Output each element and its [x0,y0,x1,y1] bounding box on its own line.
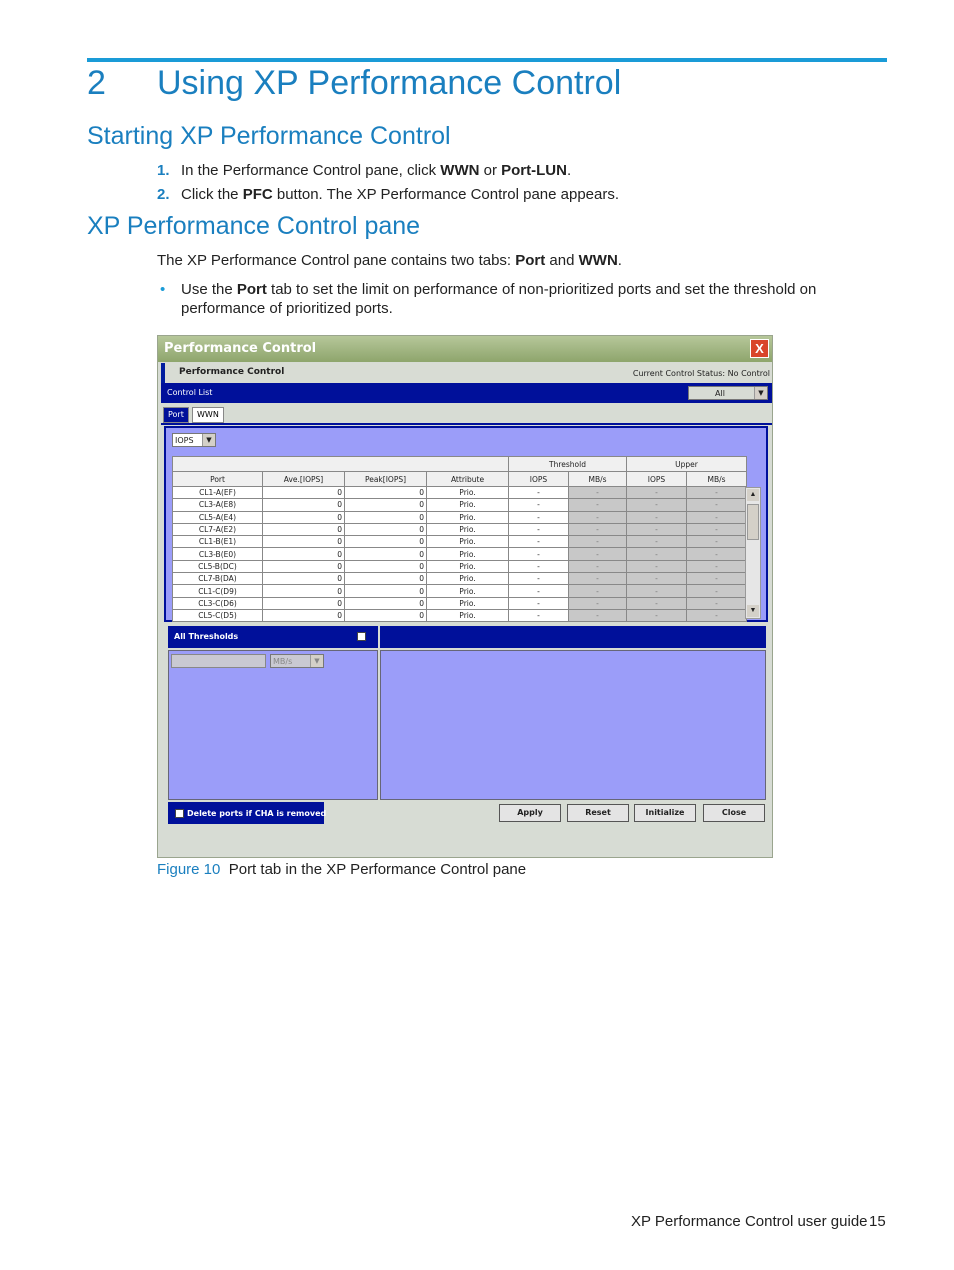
control-list-select[interactable] [688,386,768,400]
tab-wwn[interactable]: WWN [192,407,224,423]
table-cell: 0 [345,560,427,572]
detail-panel [380,650,766,800]
close-icon[interactable]: X [750,339,769,358]
table-cell: 0 [263,523,345,535]
reset-button[interactable]: Reset [567,804,629,822]
table-cell: CL5-C(D5) [173,609,263,621]
port-panel [164,426,768,622]
table-cell: Prio. [427,548,509,560]
performance-control-window [157,335,773,858]
table-cell: - [569,511,627,523]
table-cell: 0 [263,573,345,585]
table-cell: - [687,487,747,499]
table-cell: 0 [263,548,345,560]
table-cell: Prio. [427,573,509,585]
table-row[interactable] [173,536,747,548]
close-button[interactable]: Close [703,804,765,822]
table-row[interactable] [173,548,747,560]
table-row[interactable] [173,585,747,597]
figure-label: Figure 10 [157,861,221,878]
threshold-input[interactable] [171,654,266,668]
column-header[interactable]: Port [173,472,263,487]
column-header[interactable]: MB/s [569,472,627,487]
threshold-panel [168,650,378,800]
column-header[interactable]: IOPS [509,472,569,487]
table-scrollbar[interactable] [745,487,761,619]
pane-header-label: Performance Control [179,367,285,377]
table-cell: - [627,573,687,585]
table-cell: Prio. [427,511,509,523]
group-header-upper: Upper [627,457,747,472]
bullet-text-line2: performance of prioritized ports. [181,300,393,317]
chevron-down-icon: ▼ [202,434,215,446]
table-cell: 0 [345,536,427,548]
control-list-bar [161,383,772,403]
table-cell: 0 [345,585,427,597]
table-cell: CL3-A(E8) [173,499,263,511]
table-cell: 0 [263,499,345,511]
step-2 [157,186,170,204]
page-number: 15 [869,1213,886,1230]
table-cell: Prio. [427,523,509,535]
apply-button[interactable]: Apply [499,804,561,822]
table-cell: - [627,499,687,511]
table-cell: - [509,585,569,597]
table-cell: - [569,597,627,609]
table-cell: - [509,548,569,560]
step-2-number: 2. [157,186,170,203]
table-cell: - [687,523,747,535]
table-cell: - [509,609,569,621]
chevron-down-icon: ▼ [754,387,767,399]
table-cell: - [627,487,687,499]
table-cell: Prio. [427,487,509,499]
table-cell: 0 [345,523,427,535]
table-cell: Prio. [427,536,509,548]
table-cell: - [509,573,569,585]
table-cell: 0 [345,609,427,621]
port-table [172,456,747,622]
table-cell: 0 [263,536,345,548]
table-cell: - [627,523,687,535]
window-title: Performance Control [164,341,317,356]
table-cell: Prio. [427,585,509,597]
table-cell: - [687,536,747,548]
table-cell: 0 [263,609,345,621]
table-cell: 0 [345,499,427,511]
figure-text: Port tab in the XP Performance Control pane [228,861,527,878]
pane-intro: The XP Performance Control pane contains two tabs: Port and WWN. [157,252,622,269]
control-status: Current Control Status: No Control [632,369,770,378]
chapter-title: Using XP Performance Control [157,64,622,102]
chapter-number: 2 [87,64,106,102]
table-cell: Prio. [427,499,509,511]
table-cell: CL1-C(D9) [173,585,263,597]
window-titlebar [158,336,772,362]
table-cell: CL7-A(E2) [173,523,263,535]
right-header-bar [380,626,766,648]
table-cell: Prio. [427,609,509,621]
table-cell: - [687,573,747,585]
table-cell: 0 [345,573,427,585]
threshold-unit-select[interactable] [270,654,324,668]
control-list-label: Control List [167,388,213,397]
tab-port[interactable]: Port [163,407,189,423]
table-cell: - [687,511,747,523]
table-cell: - [569,573,627,585]
table-cell: - [569,548,627,560]
bullet-icon: • [160,281,166,298]
column-header[interactable]: Ave.[IOPS] [263,472,345,487]
table-group-header-row [173,457,747,472]
column-header[interactable]: MB/s [687,472,747,487]
figure-caption [157,861,526,878]
chapter-rule [87,58,887,62]
table-cell: - [509,499,569,511]
column-header[interactable]: Peak[IOPS] [345,472,427,487]
table-cell: - [627,560,687,572]
table-cell: - [569,585,627,597]
footer-guide: XP Performance Control user guide [631,1213,868,1230]
table-cell: 0 [263,560,345,572]
control-list-value: All [715,389,725,398]
table-row[interactable] [173,511,747,523]
table-cell: - [627,511,687,523]
table-cell: - [687,585,747,597]
table-cell: - [627,609,687,621]
table-cell: - [627,585,687,597]
table-cell: 0 [345,487,427,499]
table-cell: - [509,523,569,535]
delete-ports-label: Delete ports if CHA is removed [187,809,327,818]
table-row[interactable] [173,597,747,609]
table-row[interactable] [173,609,747,621]
delete-ports-checkbox[interactable] [175,809,184,818]
table-cell: Prio. [427,597,509,609]
group-header-threshold: Threshold [509,457,627,472]
table-cell: CL3-C(D6) [173,597,263,609]
delete-ports-bar [168,802,327,824]
table-cell: - [569,609,627,621]
initialize-button[interactable]: Initialize [634,804,696,822]
table-cell: - [509,597,569,609]
table-cell: - [687,609,747,621]
step-1-number: 1. [157,162,170,179]
table-cell: 0 [345,511,427,523]
unit-select[interactable] [172,433,216,447]
pane-header [161,363,772,383]
table-cell: - [569,487,627,499]
table-cell: - [509,560,569,572]
table-cell: - [687,548,747,560]
table-cell: - [569,499,627,511]
table-cell: - [509,536,569,548]
section-heading-starting: Starting XP Performance Control [87,122,451,150]
table-cell: - [569,536,627,548]
table-cell: Prio. [427,560,509,572]
all-thresholds-bar [168,626,378,648]
table-cell: - [687,499,747,511]
table-cell: CL3-B(E0) [173,548,263,560]
table-row[interactable] [173,499,747,511]
step-2-text: Click the PFC button. The XP Performance Control pane appears. [181,186,620,203]
table-cell: 0 [263,585,345,597]
chevron-down-icon: ▼ [310,655,323,667]
scroll-up-icon[interactable]: ▲ [747,489,759,501]
table-cell: - [627,548,687,560]
table-cell: CL1-B(E1) [173,536,263,548]
table-cell: 0 [263,487,345,499]
table-row[interactable] [173,487,747,499]
threshold-unit-value: MB/s [273,657,293,666]
table-cell: CL1-A(EF) [173,487,263,499]
section-heading-pane: XP Performance Control pane [87,212,421,240]
tab-strip [161,405,772,425]
table-cell: CL5-A(E4) [173,511,263,523]
step-1 [157,162,170,180]
table-cell: - [687,597,747,609]
table-cell: 0 [345,597,427,609]
unit-select-value: IOPS [175,436,194,445]
column-header[interactable]: IOPS [627,472,687,487]
table-cell: 0 [263,511,345,523]
table-row[interactable] [173,523,747,535]
table-cell: - [569,523,627,535]
all-thresholds-checkbox[interactable] [357,632,366,641]
group-header-blank [173,457,509,472]
bullet-text-line1: Use the Port tab to set the limit on performance of non-prioritized ports and set the threshold on [181,281,817,298]
step-1-text: In the Performance Control pane, click WWN or Port-LUN. [181,162,572,179]
table-cell: CL7-B(DA) [173,573,263,585]
column-header[interactable]: Attribute [427,472,509,487]
table-cell: - [627,536,687,548]
table-row[interactable] [173,560,747,572]
table-cell: - [509,487,569,499]
table-cell: - [509,511,569,523]
table-cell: CL5-B(DC) [173,560,263,572]
scroll-down-icon[interactable]: ▼ [747,605,759,617]
table-row[interactable] [173,573,747,585]
table-cell: 0 [345,548,427,560]
scroll-thumb[interactable] [747,504,759,540]
table-cell: - [627,597,687,609]
all-thresholds-label: All Thresholds [174,632,239,641]
table-header-row [173,472,747,487]
table-cell: - [569,560,627,572]
table-cell: - [687,560,747,572]
table-cell: 0 [263,597,345,609]
